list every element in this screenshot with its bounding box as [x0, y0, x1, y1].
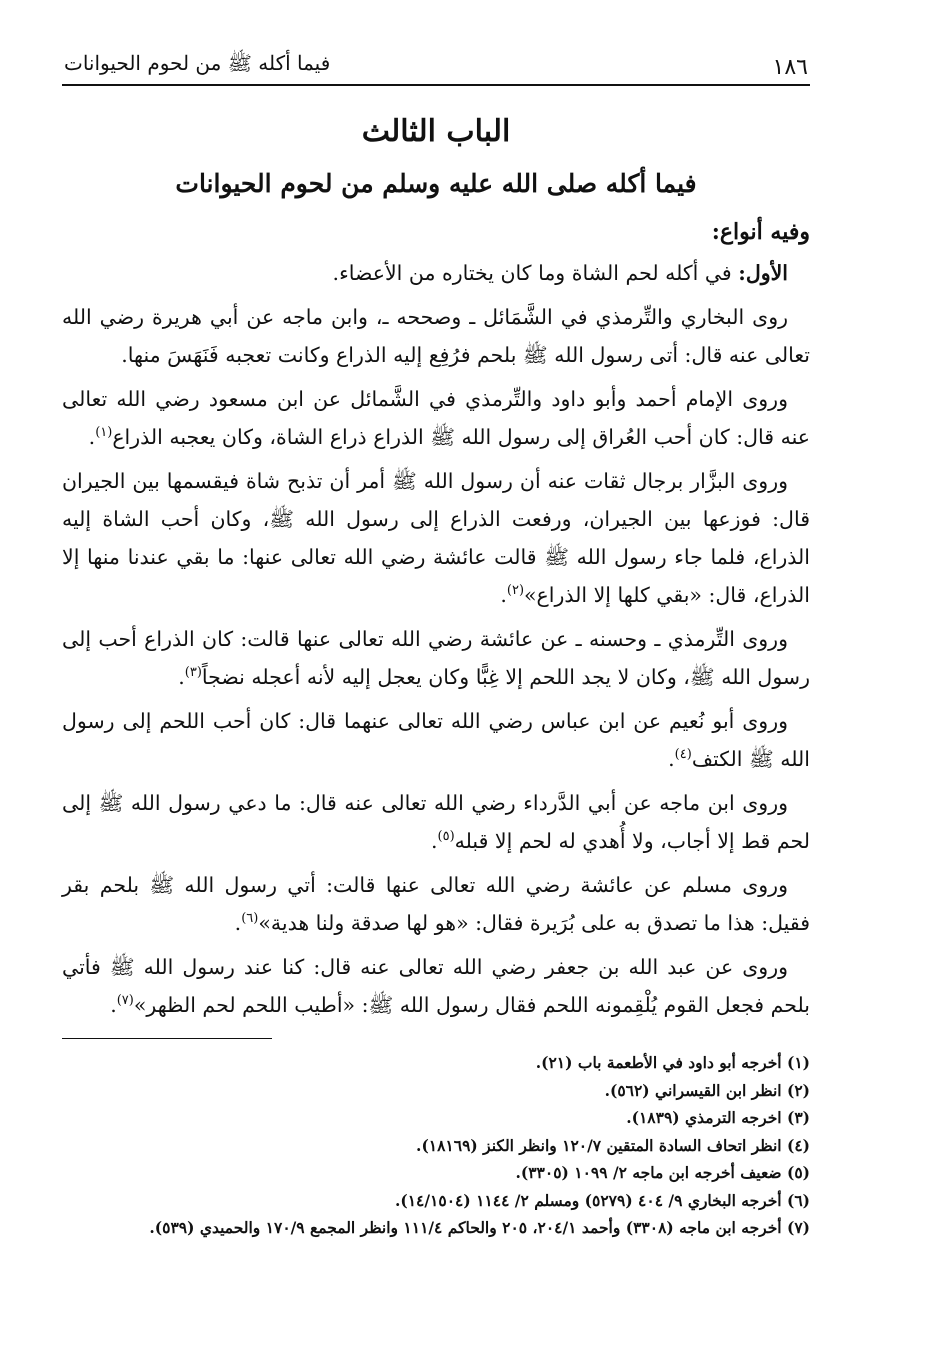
paragraph: [62, 380, 810, 456]
section-first-text: في أكله لحم الشاة وما كان يختاره من الأعضاء.: [332, 261, 732, 285]
intro-lead: وفيه أنواع:: [711, 219, 810, 245]
paragraph-tail: .: [234, 911, 242, 935]
paragraph-tail: .: [430, 829, 438, 853]
page-number: ١٨٦: [772, 55, 808, 80]
paragraph-tail: .: [178, 665, 185, 689]
section-first-label: الأول:: [738, 261, 788, 285]
paragraph-tail: .: [500, 583, 507, 607]
footnote: (٣) اخرجه الترمذي (١٨٣٩).: [626, 1108, 810, 1127]
footnote: (١) أخرجه أبو داود في الأطعمة باب (٢١).: [535, 1053, 810, 1072]
footnote-ref: (١): [95, 425, 113, 441]
paragraph-text: وروى أبو نُعيم عن ابن عباس رضي الله تعالى عنهما قال: كان أحب اللحم إلى رسول الله ﷺ الكتف: [62, 709, 810, 771]
footnote: (٤) انظر اتحاف السادة المتقين ١٢٠/٧ وانظر الكنز (١٨١٦٩).: [416, 1135, 810, 1155]
paragraph-tail: .: [110, 993, 117, 1017]
paragraph: [62, 620, 810, 696]
footnote-ref: (٧): [116, 993, 134, 1009]
paragraph: [62, 866, 810, 942]
paragraph: [62, 948, 810, 1024]
running-title: فيما أكله ﷺ من لحوم الحيوانات: [64, 51, 331, 75]
footnote-divider: [62, 1038, 272, 1039]
paragraph-text: وروى البزَّار برجال ثقات عنه أن رسول الله ﷺ أمر أن تذبح شاة فيقسمها بين الجيران قال: فوزعها بين الجيران، ورفعت الذراع إلى رسول الله ﷺ، وكان أحب الشاة إليه الذراع، فلما جاء رسول الله ﷺ قالت عائشة رضي الله تعالى عنها: ما بقي عندنا منها إلا الذراع، قال: «بقي كلها إلا الذراع»: [62, 469, 810, 607]
paragraph-text: وروى الإمام أحمد وأبو داود والتِّرمذي في الشَّمائل عن ابن مسعود رضي الله تعالى عنه قال: كان أحب العُراق إلى رسول الله ﷺ الذراع ذراع الشاة، وكان يعجبه الذراع: [62, 387, 810, 449]
paragraph-tail: .: [88, 425, 96, 449]
chapter-title: الباب الثالث: [361, 114, 511, 149]
footnote-ref: (٤): [674, 747, 692, 763]
footnote: (٢) انظر ابن القيسراني (٥٦٢).: [604, 1080, 810, 1100]
footnote: (٥) ضعيف أخرجه ابن ماجه ٢/ ١٠٩٩ (٣٣٠٥).: [515, 1163, 810, 1182]
paragraph-text: روى البخاري والتِّرمذي في الشَّمَائل ـ وصححه ـ، وابن ماجه عن أبي هريرة رضي الله تعالى عنه قال: أتى رسول الله ﷺ بلحم فرُفِع إليه الذراع وكانت تعجبه فَنَهَسَ منها.: [62, 305, 810, 367]
section-first: [62, 254, 810, 292]
paragraph: [62, 298, 810, 374]
paragraph: [62, 462, 810, 614]
chapter-subtitle: فيما أكله صلى الله عليه وسلم من لحوم الحيوانات: [175, 169, 697, 198]
paragraph: [62, 784, 810, 860]
paragraph-tail: .: [668, 747, 675, 771]
footnote-ref: (٥): [437, 829, 455, 845]
body-text: [62, 254, 810, 1024]
paragraph-text: وروى ابن ماجه عن أبي الدَّرداء رضي الله تعالى عنه قال: ما دعي رسول الله ﷺ إلى لحم قط إلا أجاب، ولا أُهدي له لحم إلا قبله: [62, 791, 810, 853]
document-page: [62, 50, 810, 1340]
footnote-ref: (٢): [506, 583, 525, 599]
paragraph-text: وروى التِّرمذي ـ وحسنه ـ عن عائشة رضي الله تعالى عنها قالت: كان الذراع أحب إلى رسول الله ﷺ، وكان لا يجد اللحم إلا غِبًّا وكان يعجل إليه لأنه أعجله نضجاً: [62, 627, 810, 689]
footnote-ref: (٦): [241, 911, 259, 927]
footnote: (٧) أخرجه ابن ماجه (٣٣٠٨) وأحمد ٢٠٤/١، ٢٠٥ والحاكم ١١١/٤ وانظر المجمع ١٧٠/٩ والحميدي (٥٣٩).: [149, 1218, 810, 1237]
paragraph-text: وروى عن عبد الله بن جعفر رضي الله تعالى عنه قال: كنا عند رسول الله ﷺ فأتي بلحم فجعل القوم يُلْقِمونه اللحم فقال رسول الله ﷺ: «أطيب اللحم لحم الظهر»: [62, 955, 810, 1017]
footnote: (٦) أخرجه البخاري ٩/ ٤٠٤ (٥٢٧٩) ومسلم ٢/ ١١٤٤ (١٤/١٥٠٤).: [395, 1190, 810, 1210]
paragraph: [62, 702, 810, 778]
footnote-ref: (٣): [184, 665, 202, 681]
paragraph-text: وروى مسلم عن عائشة رضي الله تعالى عنها قالت: أتي رسول الله ﷺ بلحم بقر فقيل: هذا ما تصدق به على بُرَيرة فقال: «هو لها صدقة ولنا هدية»: [62, 873, 810, 935]
footnotes: [62, 1049, 810, 1242]
running-header: [62, 50, 810, 86]
